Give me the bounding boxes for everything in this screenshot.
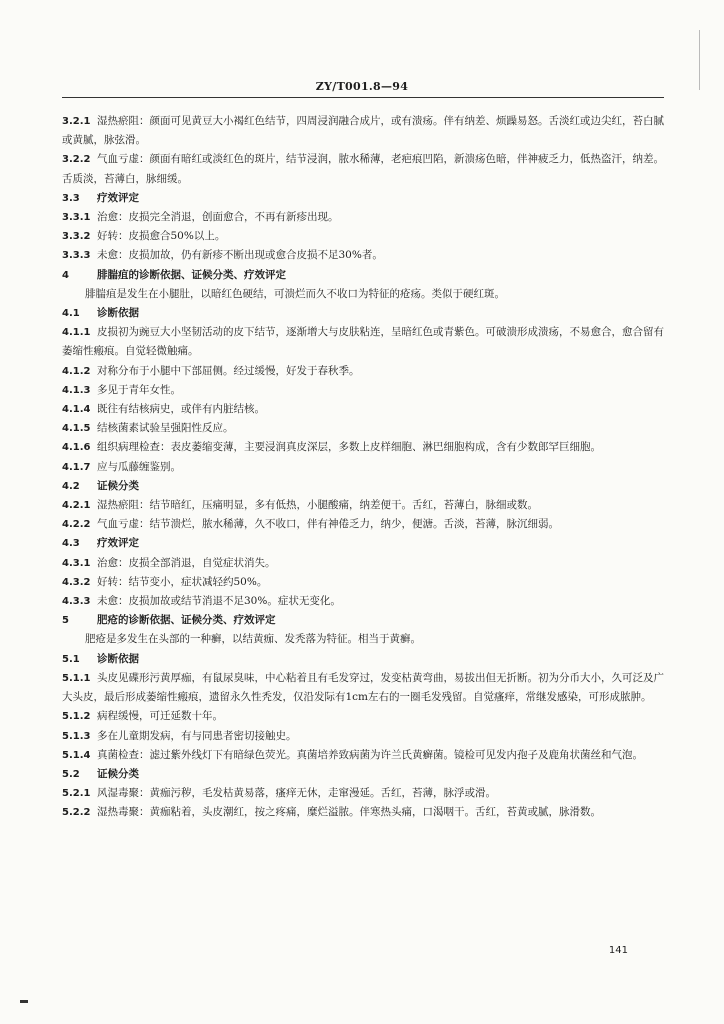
clause-text: 组织病理检查：表皮萎缩变薄，主要浸润真皮深层，多数上皮样细胞、淋巴细胞构成，含有少数郎罕巨细胞。 [97,441,601,454]
clause-text: 好转：结节变小，症状减轻约50%。 [97,575,268,588]
clause-item [62,515,668,534]
clause-text: 疗效评定 [97,537,139,550]
clause-number: 4.3.1 [62,557,91,569]
clause-item [62,669,668,707]
clause-text: 既往有结核病史，或伴有内脏结核。 [97,403,265,416]
body-paragraph: 腓腨疽是发生在小腿肚，以暗红色硬结，可溃烂而久不收口为特征的疮疡。类似于硬红斑。 [85,287,505,300]
clause-number: 3.3.2 [62,231,91,243]
clause-number: 5.1.4 [62,749,91,761]
clause-number: 4.2 [62,480,80,492]
clause-item [62,803,668,822]
clause-item [62,592,668,611]
clause-number: 4.2.1 [62,500,91,512]
page-header: ZY/T001.8—94 [315,80,409,93]
scan-corner-mark [20,1000,28,1003]
page-number: 141 [608,945,628,956]
subsection-heading [62,650,668,669]
clause-item [62,323,668,361]
clause-number: 3.2.2 [62,154,91,166]
clause-text: 风湿毒聚：黄痂污秽，毛发枯黄易落，瘙痒无休，走窜漫延。舌红，苔薄，脉浮或滑。 [97,787,496,800]
clause-text: 治愈：皮损完全消退，创面愈合，不再有新疹出现。 [97,211,339,224]
clause-number: 4 [62,269,69,281]
clause-text: 头皮见碟形污黄厚痂，有鼠尿臭味，中心粘着且有毛发穿过，发变枯黄弯曲，易拔出但无折断。初为分币大小，久可泛及广大头皮，最后形成萎缩性瘢痕，遗留永久性秃发，仅沿发际有1cm左右的一圈毛发残留。自觉瘙痒，常继发感染，可形成脓肿。 [62,671,664,704]
clause-number: 5.1.2 [62,711,91,723]
clause-item [62,362,668,381]
clause-text: 腓腨疽的诊断依据、证候分类、疗效评定 [97,268,286,281]
clause-number: 3.2.1 [62,116,91,127]
clause-number: 3.3.1 [62,212,91,224]
clause-item [62,746,668,765]
clause-item [62,381,668,400]
clause-number: 5.2 [62,768,80,780]
clause-text: 气血亏虚：颜面有暗红或淡红色的斑片，结节浸润，脓水稀薄，老疤痕凹陷，新溃疡色暗，伴神疲乏力，低热盗汗，纳差。舌质淡，苔薄白，脉细缓。 [62,153,664,185]
subsection-heading [62,189,668,208]
clause-number: 5.1.3 [62,730,91,742]
clause-text: 气血亏虚：结节溃烂，脓水稀薄，久不收口，伴有神倦乏力，纳少，便溏。舌淡，苔薄，脉沉细弱。 [97,518,559,531]
subsection-heading [62,477,668,496]
clause-text: 诊断依据 [97,652,139,665]
clause-item [62,784,668,803]
clause-number: 5.1 [62,653,80,665]
clause-text: 应与瓜藤缠鉴别。 [97,460,181,473]
clause-item [62,438,668,457]
clause-item [62,150,668,188]
clause-text: 结核菌素试验呈强阳性反应。 [97,422,234,435]
clause-text: 多见于青年女性。 [97,383,181,396]
clause-text: 证候分类 [97,479,139,492]
clause-text: 湿热毒聚：黄痂粘着，头皮潮红，按之疼痛，糜烂溢脓。伴寒热头痛，口渴咽干。舌红，苔黄或腻，脉滑数。 [97,806,601,819]
clause-text: 湿热瘀阻：结节暗红，压痛明显，多有低热，小腿酸痛，纳差便干。舌红，苔薄白，脉细或数。 [97,499,538,512]
clause-item [62,112,668,150]
clause-text: 未愈：皮损加故或结节消退不足30%。症状无变化。 [97,595,341,608]
clause-item [62,496,668,515]
clause-number: 4.1 [62,308,80,320]
subsection-heading [62,534,668,553]
clause-number: 5.2.2 [62,807,91,819]
clause-text: 好转：皮损愈合50%以上。 [97,230,226,243]
clause-item [62,458,668,477]
clause-number: 4.1.3 [62,384,91,396]
clause-text: 多在儿童期发病，有与同患者密切接触史。 [97,729,297,742]
clause-text: 肥疮的诊断依据、证候分类、疗效评定 [97,614,276,627]
header-rule [62,97,664,98]
clause-item [62,727,668,746]
clause-item [62,208,668,227]
clause-item [62,227,668,246]
clause-text: 疗效评定 [97,191,139,204]
clause-text: 对称分布于小腿中下部屈侧。经过缓慢，好发于春秋季。 [97,364,360,377]
clause-text: 皮损初为豌豆大小坚韧活动的皮下结节，逐渐增大与皮肤粘连，呈暗红色或青紫色。可破溃形成溃疡，不易愈合，愈合留有萎缩性瘢痕。自觉轻微触痛。 [62,326,664,358]
clause-text: 未愈：皮损加故，仍有新疹不断出现或愈合皮损不足30%者。 [97,249,383,262]
clause-number: 4.1.4 [62,404,91,416]
subsection-heading [62,765,668,784]
clause-item [62,554,668,573]
clause-number: 5.2.1 [62,788,91,800]
section-heading [62,266,668,285]
subsection-heading [62,304,668,323]
clause-number: 4.2.2 [62,519,91,531]
clause-number: 4.1.5 [62,423,91,435]
clause-text: 病程缓慢，可迁延数十年。 [97,710,223,723]
clause-text: 诊断依据 [97,307,139,320]
clause-text: 真菌检查：滤过紫外线灯下有暗绿色荧光。真菌培养致病菌为许兰氏黄癣菌。镜检可见发内孢子及鹿角状菌丝和气泡。 [97,748,643,761]
clause-number: 5.1.1 [62,672,91,684]
clause-number: 4.3.3 [62,596,91,608]
clause-text: 证候分类 [97,767,139,780]
clause-text: 治愈：皮损全部消退，自觉症状消失。 [97,556,276,569]
clause-item [62,400,668,419]
clause-number: 3.3.3 [62,250,91,262]
body-paragraph: 肥疮是多发生在头部的一种癣，以结黄痂、发秃落为特征。相当于黄癣。 [85,633,421,646]
clause-number: 4.1.1 [62,327,91,339]
clause-number: 4.1.2 [62,365,91,377]
clause-number: 5 [62,615,69,627]
clause-item [62,246,668,265]
clause-item [62,419,668,438]
clause-item [62,707,668,726]
document-body [62,112,668,823]
clause-number: 4.1.6 [62,442,91,454]
clause-number: 4.1.7 [62,461,91,473]
section-heading [62,611,668,630]
clause-number: 4.3.2 [62,576,91,588]
clause-item [62,573,668,592]
clause-number: 4.3 [62,538,80,550]
clause-text: 湿热瘀阻：颜面可见黄豆大小褐红色结节，四周浸润融合成片，或有溃疡。伴有纳差、烦躁易怒。舌淡红或边尖红，苔白腻或黄腻，脉弦滑。 [62,115,664,147]
clause-number: 3.3 [62,192,80,204]
